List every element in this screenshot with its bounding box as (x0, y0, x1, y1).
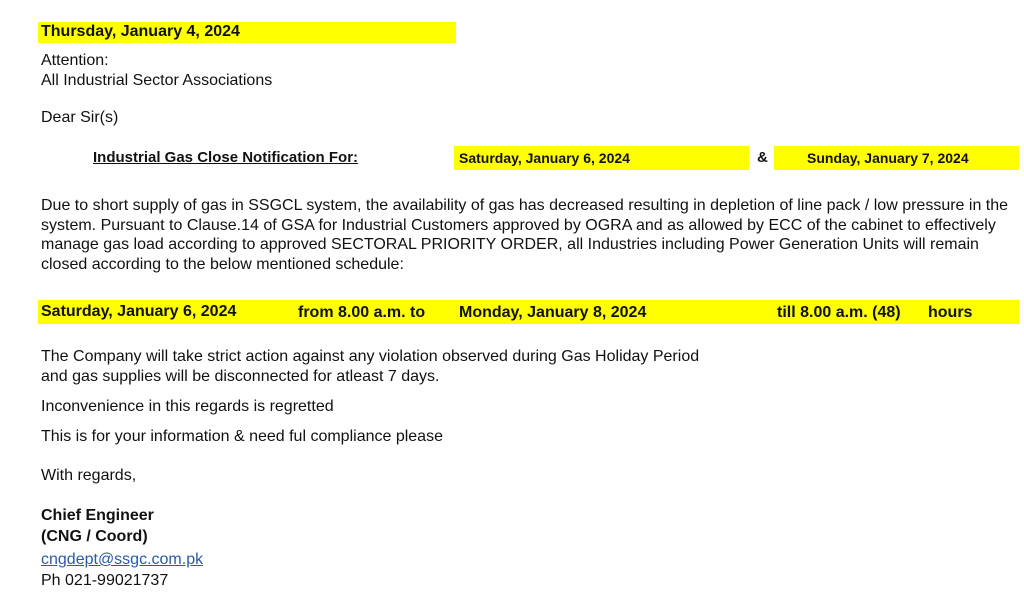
signature-title: Chief Engineer (41, 507, 154, 524)
phone-number: Ph 021-99021737 (41, 572, 169, 589)
notification-date-to: Sunday, January 7, 2024 (774, 146, 1019, 170)
schedule-from-text: from 8.00 a.m. to (298, 304, 426, 321)
schedule-end-date: Monday, January 8, 2024 (459, 304, 647, 321)
regret-line: Inconvenience in this regards is regretted (41, 398, 334, 415)
signature-dept: (CNG / Coord) (41, 528, 148, 545)
salutation: Dear Sir(s) (41, 109, 119, 126)
regards-line: With regards, (41, 467, 137, 484)
schedule-till-text: till 8.00 a.m. (48) (777, 304, 901, 321)
compliance-line: This is for your information & need ful compliance please (41, 428, 443, 445)
warning-line-1: The Company will take strict action against any violation observed during Gas Holiday Period (41, 348, 700, 365)
letter-date: Thursday, January 4, 2024 (38, 22, 456, 43)
notification-title: Industrial Gas Close Notification For: (93, 149, 359, 166)
notification-date-from: Saturday, January 6, 2024 (454, 146, 749, 170)
attention-label: Attention: (41, 52, 109, 69)
schedule-start-date: Saturday, January 6, 2024 (41, 303, 237, 320)
recipient: All Industrial Sector Associations (41, 72, 273, 89)
warning-line-2: and gas supplies will be disconnected for atleast 7 days. (41, 368, 440, 385)
ampersand: & (757, 149, 768, 166)
schedule-hours-text: hours (928, 304, 973, 321)
email-link[interactable]: cngdept@ssgc.com.pk (41, 551, 204, 568)
body-paragraph: Due to short supply of gas in SSGCL system, the availability of gas has decreased resulting in depletion of line pack / low pressure in the system. Pursuant to Clause.14 of GSA for Industrial Customers approved by OGRA and as allowed by ECC of the cabinet to effectively manage gas load according to approved SECTORAL PRIORITY ORDER, all Industries including Power Generation Units will remain closed according to the below mentioned schedule: (41, 197, 1009, 273)
